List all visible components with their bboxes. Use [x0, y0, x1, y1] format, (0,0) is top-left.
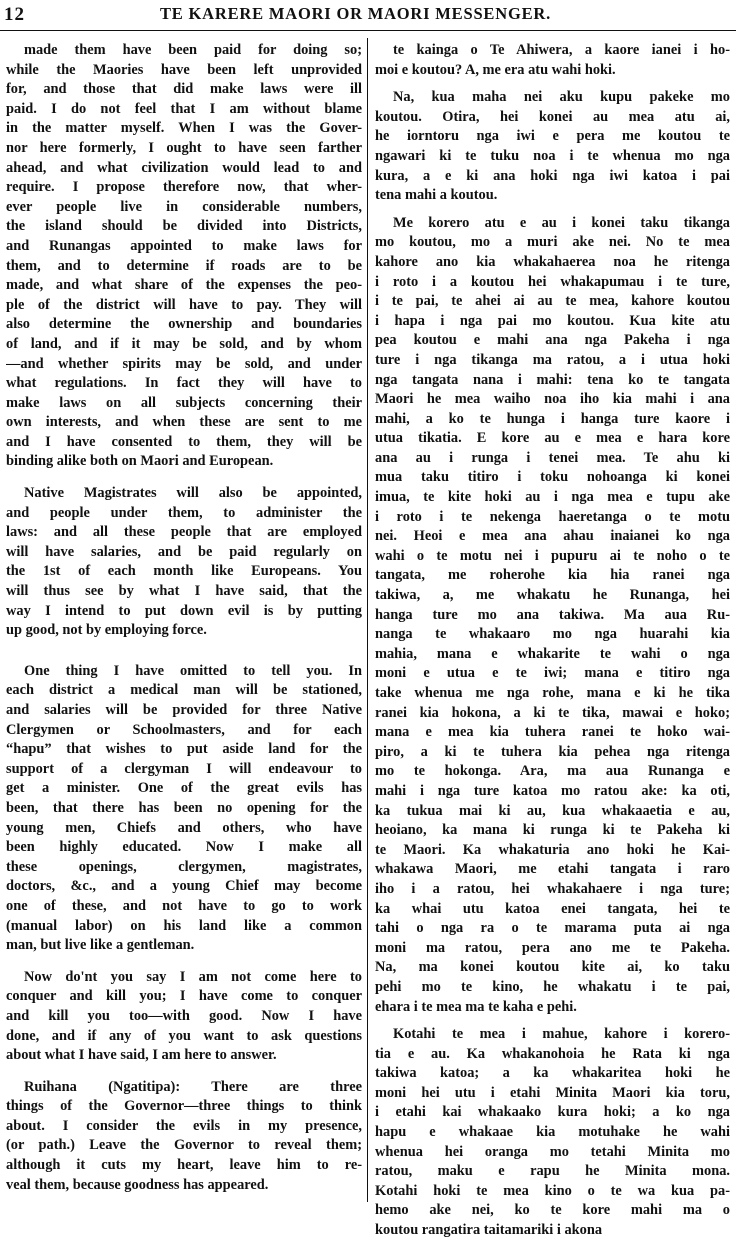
text-line: mahi i nga ture katoa mo ratou ake: ka oti,	[375, 782, 730, 799]
text-line: been, that there has been no opening for the	[6, 799, 362, 816]
text-line: i hapa i nga pai mo koutou. Kua kite atu	[375, 312, 730, 329]
text-line: (or path.) Leave the Governor to reveal them;	[6, 1137, 362, 1154]
right-paragraph-2	[375, 88, 730, 206]
text-line: each district a medical man will be stationed,	[6, 682, 362, 699]
text-line: ture i nga tikanga ma ratou, a i utua hoki	[375, 351, 730, 368]
text-line: about what I have said, I am here to answer.	[6, 1047, 277, 1064]
text-line: te kainga o Te Ahiwera, a kaore ianei i ho-	[393, 42, 730, 58]
text-line: koutou. Otira, hei konei au mea atu ai,	[375, 108, 730, 125]
text-line: Me korero atu e au i konei taku tikanga	[393, 214, 730, 231]
text-line: ngawari ki te tuku noa i te whenua mo nga	[375, 147, 730, 164]
text-line: i te pai, te ahei ai au te mea, kahore koutou	[375, 293, 730, 310]
text-line: kura, a e ki ana hoki nga iwi katoa i pai	[375, 167, 730, 184]
left-paragraph-2	[6, 484, 362, 641]
text-line: and people under them, to administer the	[6, 504, 362, 521]
text-line: moni e utua e te iwi; mana e titiro nga	[375, 665, 730, 682]
text-line: veal them, because goodness has appeared.	[6, 1176, 269, 1193]
text-line: these openings, clergymen, magistrates,	[6, 858, 362, 875]
text-line: ana au i runga i tenei mea. Te ahu ki	[375, 449, 730, 466]
text-line: while the Maories have been left unprovided	[6, 61, 362, 78]
text-line: Na, ma konei koutou kite ai, ko taku	[375, 959, 730, 976]
text-line: Maori he mea waiho noa iho kia mahi i ana	[375, 391, 730, 408]
text-line: imua, te kite hoki au i nga mea e tupu ake	[375, 489, 730, 506]
text-line: mahia, mana e whakarite te wahi o nga	[375, 645, 730, 662]
text-line: nor here formerly, I ought to have seen farther	[6, 139, 362, 156]
text-line: moni hei utu i etahi Minita Maori kia toru,	[375, 1084, 730, 1101]
text-line: moni ma ratou, pera ano me te Pakeha.	[375, 939, 730, 956]
text-line: tena mahi a koutou.	[375, 187, 498, 204]
text-line: in the matter myself. When I was the Gover-	[6, 120, 362, 137]
text-line: what regulations. In fact they will have to	[6, 375, 362, 392]
text-line: (manual labor) on his land like a common	[6, 917, 362, 934]
text-line: conquer and kill you; I have come to conquer	[6, 988, 362, 1005]
text-line: One thing I have omitted to tell you. In	[24, 662, 362, 679]
text-line: and salaries will be provided for three Native	[6, 702, 362, 718]
text-line: wahi o te motu nei i pupuru ai te noho o te	[375, 547, 730, 564]
page-number: 12	[4, 4, 25, 25]
text-line: mana e mea kia tuhera ranei te hoko wai-	[375, 724, 730, 741]
text-line: about. I consider the evils in my presence,	[6, 1117, 362, 1134]
text-line: heoiano, ka mana ki runga ki te Pakeha ki	[375, 822, 730, 839]
text-line: things of the Governor—three things to think	[6, 1098, 362, 1115]
left-paragraph-4	[6, 968, 362, 1066]
text-line: will have salaries, and be paid regularly on	[6, 543, 362, 560]
text-line: te Maori. Ka whakaturia ano hoki he Kai-	[375, 841, 730, 858]
text-line: ka whai utu katoa enei tangata, hei te	[375, 900, 730, 917]
text-line: been highly educated. Now I make all	[6, 839, 362, 856]
text-line: piro, a ki te tuhera kia pehea nga ritenga	[375, 743, 730, 760]
text-line: takiwa, a, me whakatu he Runanga, hei	[375, 587, 730, 604]
text-line: tangata, me roherohe kia hia ranei nga	[375, 567, 730, 584]
text-line: doctors, &c., and a young Chief may become	[6, 878, 362, 895]
left-paragraph-3	[6, 662, 362, 956]
text-line: i roto i a koutou hei whakapumau i te ture,	[375, 273, 730, 290]
text-line: nei. Heoi e mea ana ahau inaianei ko nga	[375, 528, 730, 545]
text-line: way I intend to put down evil is by putting	[6, 602, 362, 619]
text-line: also determine the ownership and boundaries	[6, 316, 362, 333]
text-line: binding alike both on Maori and European.	[6, 453, 274, 470]
text-line: will thus see by what I have said, that the	[6, 583, 362, 600]
text-line: “hapu” that wishes to put aside land for the	[6, 741, 362, 758]
text-line: tia e au. Ka whakanohoia he Rata ki nga	[375, 1045, 730, 1062]
text-line: Ruihana (Ngatitipa): There are three	[24, 1078, 362, 1095]
text-line: Kotahi hoki te mea kino o te wa kua pa-	[375, 1182, 730, 1199]
text-line: whenua hei oranga mo tetahi Minita mo	[375, 1143, 730, 1160]
text-line: Na, kua maha nei aku kupu pakeke mo	[393, 89, 730, 106]
text-line: and Runangas appointed to make laws for	[6, 237, 362, 254]
text-line: and I have consented to them, they will be	[6, 433, 362, 450]
text-line: i roto i te nekenga haeretanga o te motu	[375, 508, 730, 525]
text-line: and kill you too—with good. Now I have	[6, 1007, 362, 1024]
text-line: the island should be divided into Districts,	[6, 218, 362, 235]
text-line: ehara i te mea ma te kaha e pehi.	[375, 998, 577, 1015]
left-column	[6, 41, 362, 1195]
text-line: ahead, and what civilization would lead to and	[6, 159, 362, 176]
text-line: he iorntoru nga iwi e pera me koutou te	[375, 128, 730, 145]
text-line: made them have been paid for doing so;	[24, 42, 362, 58]
running-title: TE KARERE MAORI OR MAORI MESSENGER.	[160, 4, 552, 23]
column-rule	[367, 38, 368, 1202]
text-line: hanga ture mo ana takiwa. Ma aua Ru-	[375, 606, 730, 623]
text-line: made, and what share of the expenses the peo-	[6, 277, 362, 294]
text-line: pehi mo te kino, he whakatu i te pai,	[375, 978, 730, 995]
text-line: moi e koutou? A, me era atu wahi hoki.	[375, 61, 616, 78]
text-line: man, but live like a gentleman.	[6, 937, 195, 954]
right-paragraph-3	[375, 214, 730, 1017]
text-line: take whenua me nga rohe, mana e ki he tika	[375, 685, 730, 701]
text-line: mahi, a ko te hunga i hanga ture kaore i	[375, 410, 730, 427]
text-line: ever people live in considerable numbers,	[6, 198, 362, 215]
text-line: require. I propose therefore now, that wher-	[6, 179, 362, 196]
text-line: ranei kia hokona, a ki te tika, mawai e hoko;	[375, 704, 730, 721]
right-column	[375, 41, 730, 1241]
text-line: support of a clergyman I will endeavour to	[6, 760, 362, 777]
right-paragraph-4	[375, 1025, 730, 1241]
text-line: takiwa katoa; a ka whakaritea hoki he	[375, 1065, 730, 1082]
text-line: mo te hokonga. Ara, ma aua Runanga e	[375, 763, 730, 780]
right-paragraph-1	[375, 41, 730, 80]
left-paragraph-5	[6, 1078, 362, 1196]
left-paragraph-1	[6, 41, 362, 472]
text-line: done, and if any of you want to ask questions	[6, 1027, 362, 1044]
text-line: of land, and if it may be sold, and by whom	[6, 335, 362, 352]
text-line: ratou, maku e rapu he Minita mona.	[375, 1163, 730, 1180]
text-line: laws: and all these people that are employed	[6, 524, 362, 541]
text-line: utua tikatia. E kore au e mea e hara kore	[375, 430, 730, 447]
text-line: own interests, and when these are sent to me	[6, 414, 362, 431]
text-line: koutou rangatira taitamariki i akona	[375, 1222, 603, 1239]
text-line: young men, Chiefs and others, who have	[6, 819, 362, 836]
text-line: Now do'nt you say I am not come here to	[24, 968, 362, 985]
text-line: make laws on all subjects concerning their	[6, 394, 362, 411]
text-line: although it cuts my heart, leave him to re-	[6, 1157, 362, 1174]
text-line: Kotahi te mea i mahue, kahore i korero-	[393, 1026, 730, 1043]
text-line: nanga te whakaaro mo nga huarahi kia	[375, 626, 730, 643]
text-line: Clergymen or Schoolmasters, and for each	[6, 721, 362, 738]
text-line: whakawa Maori, me etahi tangata i raro	[375, 861, 730, 878]
text-line: pea koutou e mahi ana nga Pakeha i nga	[375, 332, 730, 349]
text-line: —and whether spirits may be sold, and under	[6, 355, 362, 372]
text-line: the 1st of each month like Europeans. You	[6, 563, 362, 580]
text-line: tahi o nga ra o te marama puta ai nga	[375, 920, 730, 937]
text-line: hapu e whakaae kia motuhake he wahi	[375, 1124, 730, 1141]
text-line: nga tangata nana i mahi: tena ko te tangata	[375, 371, 730, 388]
text-line: iho i a ratou, hei whakahaere i nga ture;	[375, 880, 730, 897]
text-line: paid. I do not feel that I am without blame	[6, 100, 362, 117]
text-line: Native Magistrates will also be appointed,	[24, 485, 362, 502]
text-line: ka tukua mai ki au, kua whakaaetia e au,	[375, 802, 730, 819]
text-line: them, and to determine if roads are to be	[6, 257, 362, 274]
text-line: get a minister. One of the great evils has	[6, 780, 362, 797]
text-line: mo koutou, mo a muri ake nei. No te mea	[375, 234, 730, 251]
text-line: for, and those that did make laws were ill	[6, 81, 362, 98]
text-line: up good, not by employing force.	[6, 622, 207, 639]
page-header	[0, 0, 736, 31]
text-line: ple of the district will have to pay. They will	[6, 296, 362, 313]
text-line: one of these, and not have to go to work	[6, 897, 362, 914]
text-line: mua taku titiro i toku nohoanga ki konei	[375, 469, 730, 486]
text-line: hemo ake nei, ko te kore mahi ma o	[375, 1202, 730, 1219]
text-line: kahore ano kia whakahaerea noa he ritenga	[375, 253, 730, 270]
text-line: i etahi kai whakaako kura hoki; a ko nga	[375, 1104, 730, 1121]
